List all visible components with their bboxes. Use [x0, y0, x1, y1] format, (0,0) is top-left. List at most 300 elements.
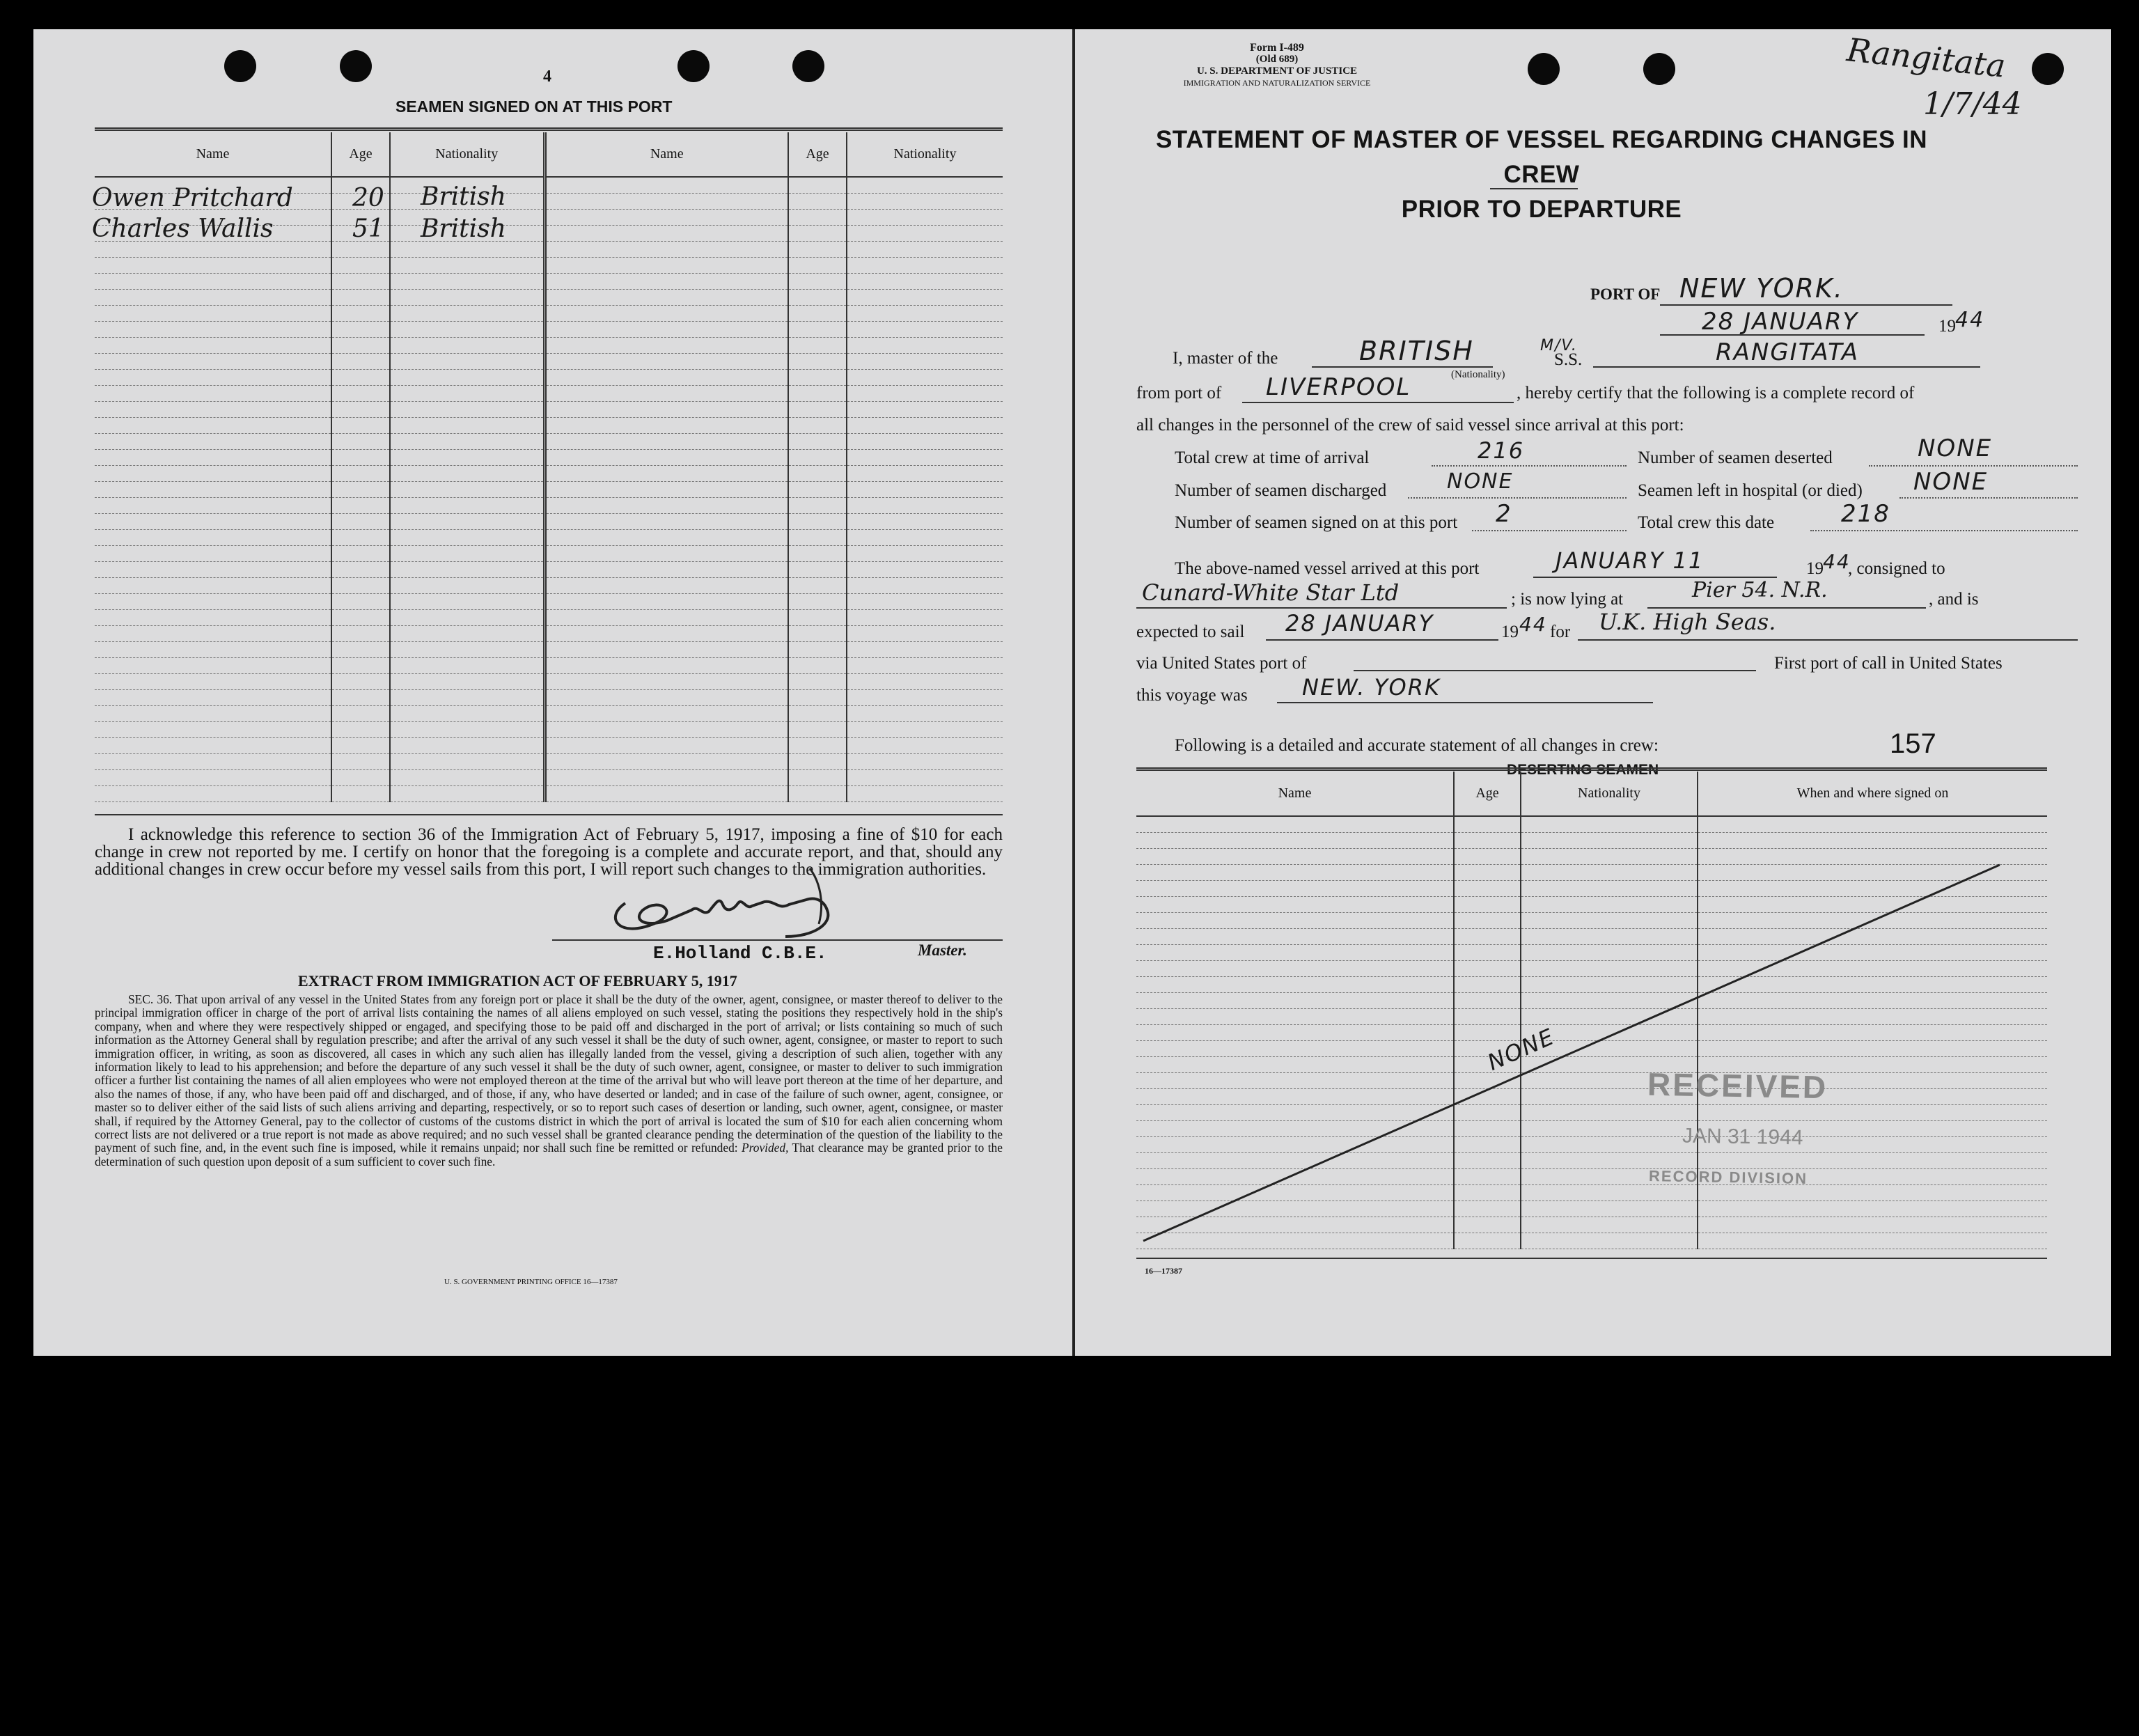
- table-cell: [788, 321, 847, 337]
- table-cell: [390, 593, 544, 609]
- table-cell: [788, 465, 847, 481]
- table-row: [95, 305, 1003, 321]
- table-cell: [331, 641, 390, 657]
- table-cell: [544, 609, 788, 625]
- table-cell: [788, 385, 847, 401]
- table-cell: [544, 753, 788, 769]
- table-cell: [390, 657, 544, 673]
- table-row: [95, 241, 1003, 257]
- table-cell: [788, 529, 847, 545]
- table-cell: [95, 497, 331, 513]
- nationality-value: BRITISH: [1359, 336, 1474, 366]
- extract-body: That upon arrival of any vessel in the United States from any foreign port or place it shall be the duty of the owner, agent, consignee, or master thereof to deliver to the principal immigration officer in charge of the port of arrival lists containing the names of all aliens employed on such vessel, stating the positions they respectively hold in the ship's company, when and where they were respectively shipped or engaged, and specifying those to be paid off and discharged in the port of arrival; or lists containing so much of such information as the Attorney General shall by regulation prescribe; and after the arrival of any such vessel it shall be the duty of such owner, agent, consignee, or master to report to such immigration officer, in writing, as soon as discovered, all cases in which any such alien has illegally landed from the vessel, giving a description of such alien, together with any information likely to lead to his apprehension; and before the departure of any such vessel it shall be the duty of such owner, agent, consignee, or master to deliver to such immigration officer a further list containing the names of all alien employees who were not employed thereon at the time of the arrival but who will leave port thereon at the time of her departure, and also the names of those, if any, who have been paid off and discharged, and of those, if any, who have deserted or landed; and in case of the failure of such owner, agent, consignee, or master so to deliver either of the said lists of such aliens arriving and departing, respectively, or so to report such cases of desertion or landing, such owner, agent, consignee, or master shall, if required by the Attorney General, pay to the collector of customs of the customs district in which the port of arrival is located the sum of $10 for each alien concerning whom correct lists are not delivered or a true report is not made as above required; and no such vessel shall be granted clearance pending the determination of the question of the liability to the payment of such fine, and, in the event such fine is imposed, while it remains unpaid; nor shall such fine be remitted or refunded:: [95, 992, 1003, 1155]
- table-cell: [788, 721, 847, 737]
- table-bottom-rule: [95, 814, 1003, 815]
- corner-note-date: 1/7/44: [1923, 86, 2022, 122]
- from-port-line: [1242, 402, 1514, 403]
- table-cell: [544, 769, 788, 785]
- table-cell: [788, 673, 847, 689]
- footer-code: 16—17387: [1145, 1266, 1182, 1276]
- table-cell: [544, 385, 788, 401]
- table-cell: [95, 641, 331, 657]
- table-cell: [95, 625, 331, 641]
- table-cell: [331, 721, 390, 737]
- table-cell: [390, 385, 544, 401]
- table-cell: [788, 401, 847, 417]
- seamen-hospital-line: [1899, 497, 2078, 499]
- table-cell: [390, 273, 544, 289]
- table-cell: [390, 769, 544, 785]
- table-cell: [95, 401, 331, 417]
- left-page: [33, 29, 1074, 1356]
- table-cell: [847, 593, 1003, 609]
- expected-value: 28 JANUARY: [1285, 610, 1434, 636]
- table-cell: [544, 353, 788, 369]
- expected-year-value: 44: [1519, 613, 1547, 636]
- table-cell: [847, 417, 1003, 433]
- deserting-header-age: Age: [1454, 772, 1521, 816]
- header-age: Age: [331, 132, 390, 177]
- service-name: IMMIGRATION AND NATURALIZATION SERVICE: [1183, 78, 1371, 88]
- table-cell: [788, 193, 847, 209]
- table-cell: [390, 705, 544, 721]
- for-label: for: [1550, 623, 1571, 641]
- table-cell: [390, 721, 544, 737]
- lying-label: ; is now lying at: [1511, 590, 1624, 609]
- table-cell: [847, 609, 1003, 625]
- table-cell: [544, 289, 788, 305]
- signature-typed-name: E.Holland C.B.E.: [653, 943, 827, 964]
- arrived-year-prefix: 19: [1806, 559, 1824, 578]
- table-row: [95, 449, 1003, 465]
- table-cell: [331, 337, 390, 353]
- table-cell: [331, 769, 390, 785]
- entry-age: 51: [352, 214, 384, 243]
- table-cell: [788, 609, 847, 625]
- form-title: [1117, 123, 1966, 227]
- form-header-block: [1145, 42, 1409, 89]
- table-cell: [847, 497, 1003, 513]
- table-cell: [847, 769, 1003, 785]
- table-cell: [544, 209, 788, 225]
- table-cell: [390, 465, 544, 481]
- table-cell: [788, 177, 847, 193]
- table-row: [95, 465, 1003, 481]
- table-cell: [788, 641, 847, 657]
- total-crew-date-value: 218: [1841, 500, 1890, 528]
- table-cell: [544, 337, 788, 353]
- seamen-hospital-value: NONE: [1913, 468, 1989, 496]
- header-nationality: Nationality: [847, 132, 1003, 177]
- table-cell: [390, 545, 544, 561]
- table-cell: [847, 369, 1003, 385]
- table-cell: [390, 289, 544, 305]
- table-cell: [788, 353, 847, 369]
- table-cell: [544, 321, 788, 337]
- table-cell: [331, 273, 390, 289]
- table-cell: [544, 225, 788, 241]
- table-cell: [847, 321, 1003, 337]
- right-page: [1075, 29, 2111, 1356]
- signature-line: [552, 939, 1003, 941]
- binder-hole: [224, 50, 256, 82]
- table-cell: [544, 401, 788, 417]
- table-cell: [847, 545, 1003, 561]
- table-cell: [95, 545, 331, 561]
- nationality-line: [1312, 366, 1493, 368]
- table-cell: [331, 497, 390, 513]
- table-cell: [95, 785, 331, 801]
- table-row: [95, 753, 1003, 769]
- table-cell: [544, 641, 788, 657]
- table-cell: [544, 481, 788, 497]
- table-cell: [390, 497, 544, 513]
- table-cell: [788, 545, 847, 561]
- table-cell: [544, 193, 788, 209]
- total-crew-date-line: [1810, 530, 2078, 531]
- table-cell: [95, 657, 331, 673]
- table-cell: [390, 609, 544, 625]
- master-signature: [577, 861, 883, 945]
- table-cell: [331, 321, 390, 337]
- table-cell: [847, 705, 1003, 721]
- table-cell: [95, 673, 331, 689]
- seamen-signed-value: 2: [1496, 500, 1512, 528]
- entry-nationality: British: [421, 182, 506, 211]
- deserting-header-row: [1136, 772, 2047, 816]
- seamen-hospital-label: Seamen left in hospital (or died): [1638, 481, 1863, 500]
- port-value: NEW YORK.: [1679, 273, 1844, 304]
- none-annotation: NONE: [1483, 1023, 1559, 1076]
- table-cell: [544, 241, 788, 257]
- table-cell: [95, 321, 331, 337]
- table-row: [95, 641, 1003, 657]
- table-cell: [331, 625, 390, 641]
- table-cell: [390, 625, 544, 641]
- vessel-type-steam: S.S.: [1554, 350, 1583, 369]
- certify-text: , hereby certify that the following is a complete record of: [1517, 384, 1915, 402]
- department-name: U. S. DEPARTMENT OF JUSTICE: [1196, 65, 1358, 77]
- received-stamp: RECEIVED: [1647, 1065, 1828, 1106]
- table-cell: [544, 593, 788, 609]
- table-cell: [788, 561, 847, 577]
- table-cell: [331, 577, 390, 593]
- arrived-year-value: 44: [1823, 550, 1851, 573]
- table-cell: [847, 449, 1003, 465]
- deserting-header-signed-on: When and where signed on: [1698, 772, 2047, 816]
- arrived-value: JANUARY 11: [1556, 547, 1705, 574]
- table-row: [95, 577, 1003, 593]
- table-row: [95, 337, 1003, 353]
- table-row: [95, 433, 1003, 449]
- table-cell: [331, 353, 390, 369]
- year-prefix: 19: [1938, 317, 1956, 336]
- table-row: [95, 385, 1003, 401]
- lying-value: Pier 54. N.R.: [1692, 578, 1828, 602]
- table-row: [95, 785, 1003, 801]
- year-value: 44: [1955, 308, 1985, 332]
- and-is-label: , and is: [1929, 590, 1979, 609]
- table-cell: [847, 225, 1003, 241]
- seamen-discharged-label: Number of seamen discharged: [1175, 481, 1387, 500]
- none-strike-line: [1136, 830, 2047, 1262]
- table-cell: [95, 705, 331, 721]
- table-cell: [95, 513, 331, 529]
- table-cell: [544, 273, 788, 289]
- table-row: [95, 561, 1003, 577]
- table-cell: [331, 465, 390, 481]
- seamen-deserted-value: NONE: [1918, 435, 1993, 462]
- corner-note-vessel: Rangitata: [1844, 31, 2007, 85]
- table-cell: [390, 481, 544, 497]
- table-cell: [847, 241, 1003, 257]
- table-cell: [95, 529, 331, 545]
- table-cell: [95, 433, 331, 449]
- table-cell: [847, 641, 1003, 657]
- table-cell: [788, 657, 847, 673]
- entry-age: 20: [352, 184, 384, 212]
- nationality-caption: (Nationality): [1451, 369, 1505, 380]
- table-cell: [847, 337, 1003, 353]
- table-cell: [788, 769, 847, 785]
- table-cell: [847, 193, 1003, 209]
- table-cell: [847, 385, 1003, 401]
- table-cell: [788, 689, 847, 705]
- table-cell: [95, 753, 331, 769]
- page-stamp-number: 157: [1890, 728, 1936, 759]
- table-cell: [788, 417, 847, 433]
- table-cell: [331, 593, 390, 609]
- table-cell: [788, 225, 847, 241]
- table-cell: [544, 721, 788, 737]
- binder-hole: [677, 50, 710, 82]
- table-cell: [788, 737, 847, 753]
- table-cell: [390, 449, 544, 465]
- master-label: I, master of the: [1173, 349, 1278, 368]
- table-cell: [544, 529, 788, 545]
- table-cell: [331, 705, 390, 721]
- table-cell: [544, 577, 788, 593]
- table-cell: [390, 401, 544, 417]
- table-header-row: [95, 132, 1003, 177]
- table-row: [95, 721, 1003, 737]
- table-cell: [390, 337, 544, 353]
- table-cell: [847, 401, 1003, 417]
- form-number: Form I-489: [1250, 42, 1304, 54]
- consigned-label: , consigned to: [1848, 559, 1945, 578]
- seamen-signed-label: Number of seamen signed on at this port: [1175, 513, 1458, 532]
- table-cell: [847, 481, 1003, 497]
- table-cell: [788, 433, 847, 449]
- table-cell: [390, 433, 544, 449]
- signature-role: Master.: [918, 941, 967, 959]
- table-cell: [544, 545, 788, 561]
- table-cell: [390, 257, 544, 273]
- table-cell: [847, 673, 1003, 689]
- table-row: [95, 353, 1003, 369]
- binder-hole: [1528, 53, 1560, 85]
- expected-label: expected to sail: [1136, 623, 1245, 641]
- table-row: [95, 673, 1003, 689]
- table-cell: [847, 305, 1003, 321]
- form-title-line2: PRIOR TO DEPARTURE: [1401, 196, 1682, 223]
- table-cell: [95, 337, 331, 353]
- table-cell: [331, 737, 390, 753]
- seamen-deserted-line: [1869, 465, 2078, 467]
- table-row: [95, 657, 1003, 673]
- seamen-deserted-label: Number of seamen deserted: [1638, 448, 1833, 467]
- table-row: [95, 737, 1003, 753]
- table-row: [95, 401, 1003, 417]
- seamen-signed-line: [1472, 530, 1627, 531]
- table-cell: [331, 449, 390, 465]
- binder-hole: [2032, 53, 2064, 85]
- table-cell: [544, 257, 788, 273]
- table-cell: [331, 257, 390, 273]
- table-cell: [331, 689, 390, 705]
- table-cell: [390, 785, 544, 801]
- table-row: [95, 289, 1003, 305]
- table-cell: [788, 241, 847, 257]
- table-cell: [331, 529, 390, 545]
- expected-line: [1266, 639, 1498, 641]
- table-cell: [847, 625, 1003, 641]
- table-cell: [847, 577, 1003, 593]
- table-cell: [788, 497, 847, 513]
- table-cell: [331, 545, 390, 561]
- vessel-name-line: [1593, 366, 1980, 368]
- table-cell: [788, 273, 847, 289]
- table-cell: [331, 481, 390, 497]
- table-cell: [95, 353, 331, 369]
- table-cell: [390, 321, 544, 337]
- deserting-title: DESERTING SEAMEN: [1507, 762, 1659, 778]
- table-cell: [788, 257, 847, 273]
- table-cell: [544, 657, 788, 673]
- title-underline: [1490, 188, 1578, 189]
- table-cell: [788, 337, 847, 353]
- table-row: [95, 705, 1003, 721]
- table-cell: [544, 305, 788, 321]
- table-cell: [788, 209, 847, 225]
- expected-year-prefix: 19: [1501, 623, 1519, 641]
- table-cell: [544, 417, 788, 433]
- table-cell: [331, 513, 390, 529]
- extract-title: EXTRACT FROM IMMIGRATION ACT OF FEBRUARY 5, 1917: [298, 972, 737, 990]
- table-cell: [544, 449, 788, 465]
- table-cell: [390, 513, 544, 529]
- table-cell: [331, 385, 390, 401]
- table-cell: [847, 353, 1003, 369]
- table-cell: [390, 241, 544, 257]
- table-cell: [95, 241, 331, 257]
- consignee-line: [1136, 607, 1507, 609]
- via-label: via United States port of: [1136, 654, 1307, 673]
- table-cell: [847, 209, 1003, 225]
- table-cell: [95, 257, 331, 273]
- table-cell: [390, 673, 544, 689]
- table-row: [95, 321, 1003, 337]
- table-cell: [544, 513, 788, 529]
- table-cell: [331, 609, 390, 625]
- table-cell: [95, 593, 331, 609]
- table-cell: [847, 257, 1003, 273]
- table-cell: [331, 289, 390, 305]
- table-cell: [847, 561, 1003, 577]
- deserting-table-top-rule: [1136, 767, 2047, 771]
- header-age: Age: [788, 132, 847, 177]
- table-cell: [95, 769, 331, 785]
- table-row: [95, 625, 1003, 641]
- table-cell: [95, 273, 331, 289]
- date-value: 28 JANUARY: [1702, 308, 1859, 336]
- table-cell: [847, 273, 1003, 289]
- vessel-type-motor: M/V.: [1540, 337, 1578, 354]
- table-row: [95, 769, 1003, 785]
- table-cell: [847, 657, 1003, 673]
- table-cell: [331, 401, 390, 417]
- table-cell: [390, 561, 544, 577]
- table-cell: [390, 305, 544, 321]
- via-line: [1354, 670, 1756, 671]
- table-row: [95, 689, 1003, 705]
- header-name: Name: [544, 132, 788, 177]
- section-title: SEAMEN SIGNED ON AT THIS PORT: [395, 97, 673, 116]
- table-cell: [847, 721, 1003, 737]
- table-cell: [331, 785, 390, 801]
- total-crew-date-label: Total crew this date: [1638, 513, 1775, 532]
- table-cell: [331, 305, 390, 321]
- table-cell: [847, 785, 1003, 801]
- table-cell: [390, 753, 544, 769]
- received-stamp-date: JAN 31 1944: [1682, 1124, 1803, 1150]
- table-row: [95, 545, 1003, 561]
- vessel-name: RANGITATA: [1716, 338, 1860, 366]
- total-crew-arrival-line: [1432, 465, 1627, 467]
- table-cell: [544, 177, 788, 193]
- table-cell: [544, 625, 788, 641]
- table-cell: [847, 433, 1003, 449]
- table-cell: [331, 673, 390, 689]
- first-port-label: First port of call in United States: [1774, 654, 2003, 673]
- voyage-line: [1277, 702, 1653, 703]
- header-nationality: Nationality: [390, 132, 544, 177]
- table-cell: [95, 449, 331, 465]
- certify-text-2: all changes in the personnel of the crew of said vessel since arrival at this port:: [1136, 416, 1684, 435]
- table-cell: [95, 481, 331, 497]
- seamen-discharged-line: [1408, 497, 1627, 499]
- deserting-header-name: Name: [1136, 772, 1454, 816]
- seamen-discharged-value: NONE: [1447, 469, 1514, 494]
- table-cell: [544, 369, 788, 385]
- voyage-value: NEW. YORK: [1302, 674, 1441, 701]
- table-row: [95, 609, 1003, 625]
- table-cell: [788, 513, 847, 529]
- form-title-line1: STATEMENT OF MASTER OF VESSEL REGARDING CHANGES IN CREW: [1155, 126, 1928, 188]
- table-cell: [331, 657, 390, 673]
- table-cell: [544, 433, 788, 449]
- table-cell: [390, 417, 544, 433]
- table-cell: [331, 561, 390, 577]
- following-label: Following is a detailed and accurate statement of all changes in crew:: [1175, 736, 1659, 755]
- extract-provided: Provided,: [742, 1141, 789, 1155]
- from-port-label: from port of: [1136, 384, 1222, 402]
- table-cell: [390, 641, 544, 657]
- from-port-value: LIVERPOOL: [1266, 373, 1411, 401]
- deserting-header-nationality: Nationality: [1521, 772, 1698, 816]
- table-cell: [544, 689, 788, 705]
- table-cell: [544, 705, 788, 721]
